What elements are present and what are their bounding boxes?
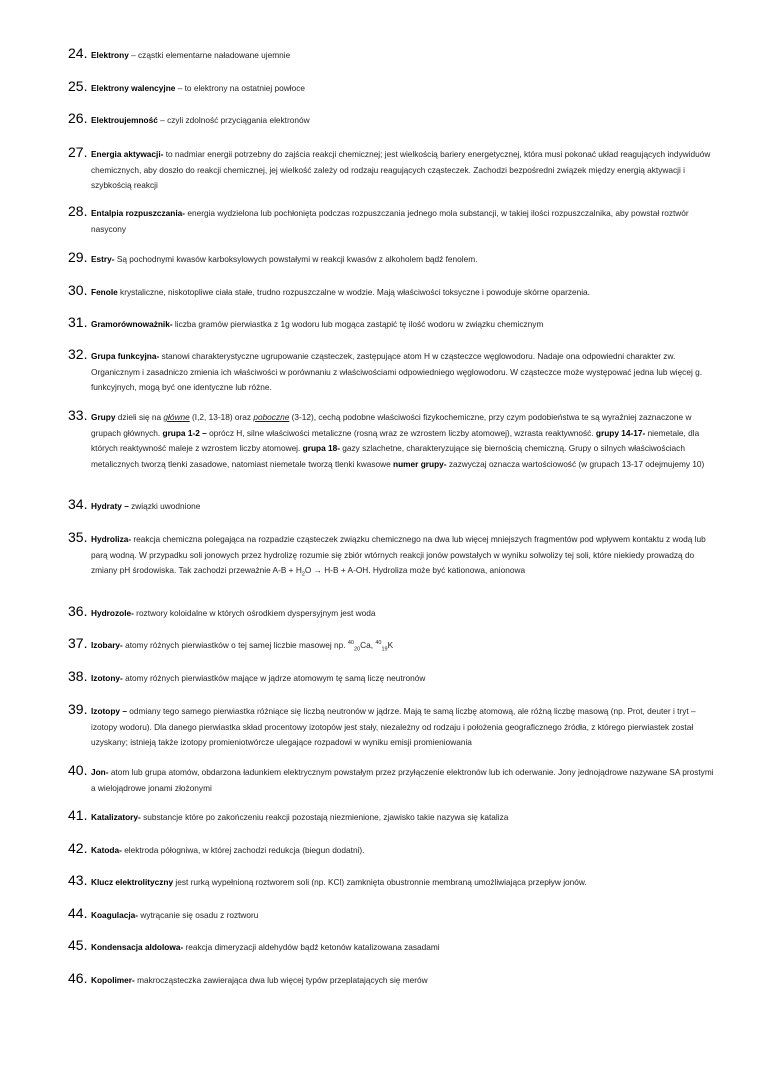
term: Izotony-: [91, 673, 123, 683]
item-text: [91, 940, 718, 956]
list-item: [68, 314, 718, 333]
list-item: [68, 144, 718, 194]
definition: liczba gramów pierwiastka z 1g wodoru lub mogąca zastąpić tę ilość wodoru w związku chemicznym: [172, 319, 544, 329]
item-number: 32.: [68, 346, 88, 362]
list-item: [68, 872, 718, 891]
item-text: [91, 206, 718, 237]
definition: stanowi charakterystyczne ugrupowanie cząsteczek, zastępujące atom H w cząsteczce węglowodoru. Nadaje ona odpowiedni charakter zw. Organicznym i zasadniczo zmienia ich właściwości w porównaniu z właściwościami odpowiedniego węglowodoru. W cząsteczce może występować jedna lub więcej g. funkcyjnych, mogą być one identyczne lub różne.: [91, 351, 703, 393]
definition: (I,2, 13-18) oraz: [189, 412, 254, 422]
list-item: [68, 840, 718, 859]
item-number: 30.: [68, 282, 88, 298]
item-number: 42.: [68, 840, 88, 856]
item-number: 41.: [68, 807, 88, 823]
definition: reakcja dimeryzacji aldehydów bądź ketonów katalizowana zasadami: [183, 942, 440, 952]
list-item: [68, 529, 718, 579]
term: Izobary-: [91, 640, 123, 650]
term: Katoda-: [91, 845, 122, 855]
list-item: [68, 635, 718, 654]
term: Kopolimer-: [91, 975, 135, 985]
item-text: [91, 532, 718, 579]
item-number: 31.: [68, 314, 88, 330]
definition: reakcja chemiczna polegająca na rozpadzie cząsteczek związku chemicznego na dwa lub więcej mniejszych fragmentów pod wpływem kontaktu z wodą lub parą wodną. W przypadku soli jonowych przez hydrolizę rozumie się zbiór wtórnych reakcji jonów powstałych w wyniku solwolizy tej soli, które niekiedy prowadzą do zmiany pH środowiska. Tak zachodzi przeważnie A-B + H: [91, 534, 706, 576]
list-item: [68, 407, 718, 472]
definition: gazy szlachetne, charakteryzujące się biernością chemiczną. Grupy o silnych właściwościach metalicznych tworzą tlenki zasadowe, natomiast niemetale tworzą tlenki kwasowe: [91, 443, 685, 469]
definition: O → H-B + A-OH. Hydroliza może być kationowa, anionowa: [304, 565, 526, 576]
subscript: 2: [301, 571, 305, 578]
definition: atomy różnych pierwiastków o tej samej liczbie masowej np.: [122, 640, 348, 650]
definition: dzieli się na: [115, 412, 164, 422]
list-item: [68, 282, 718, 301]
definition: atom lub grupa atomów, obdarzona ładunkiem elektrycznym powstałym przez przyłączenie elektronów lub ich oderwanie. Jony jednojądrowe nazywane SA prostymi a wielojądrowe jonami złożonymi: [91, 767, 714, 793]
term: Entalpia rozpuszczania-: [91, 208, 186, 218]
term: Jon-: [91, 767, 109, 777]
term: Grupy: [91, 412, 116, 422]
term: Koagulacja-: [91, 910, 139, 920]
group-label: grupa 18-: [302, 443, 340, 454]
item-text: [91, 810, 718, 826]
term: Klucz elektrolityczny: [91, 877, 174, 887]
definition: oprócz H, silne właściwości metaliczne (rosną wraz ze wzrostem liczby atomowej), wzrasta reaktywność.: [206, 427, 596, 438]
term: Hydraty –: [91, 501, 129, 511]
definition: energia wydzielona lub pochłonięta podczas rozpuszczania jednego mola substancji, w takiej ilości rozpuszczalnika, aby powstał roztwór nasycony: [91, 208, 689, 234]
term: Kondensacja aldolowa-: [91, 942, 184, 952]
term: Katalizatory-: [91, 812, 141, 822]
term: Elektrony: [91, 50, 129, 60]
item-number: 35.: [68, 529, 88, 545]
term: Fenole: [91, 287, 118, 297]
list-item: [68, 970, 718, 989]
item-text: [91, 113, 718, 129]
term: Elektroujemność: [91, 115, 158, 125]
definition: substancje które po zakończeniu reakcji pozostają niezmienione, zjawisko takie nazywa się kataliza: [140, 812, 509, 822]
group-label: numer grupy-: [393, 458, 447, 469]
definition: Są pochodnymi kwasów karboksylowych powstałymi w reakcji kwasów z alkoholem bądź fenolem.: [114, 254, 478, 264]
definition: – to elektrony na ostatniej powłoce: [175, 83, 305, 93]
definition: – czyli zdolność przyciągania elektronów: [157, 115, 310, 125]
mass-number: 40: [375, 640, 382, 647]
definition: makrocząsteczka zawierająca dwa lub więcej typów przeplatających się merów: [134, 975, 428, 985]
list-item: [68, 249, 718, 268]
item-number: 45.: [68, 937, 88, 953]
list-item: [68, 668, 718, 687]
definition: atomy różnych pierwiastków mające w jądrze atomowym tę samą liczę neutronów: [122, 673, 426, 683]
item-number: 46.: [68, 970, 88, 986]
list-item: [68, 937, 718, 956]
item-text: [91, 671, 718, 687]
list-item: [68, 905, 718, 924]
definition: – cząstki elementarne naładowane ujemnie: [128, 50, 291, 60]
definition: odmiany tego samego pierwiastka różniące się liczbą neutronów w jądrze. Mają te samą liczbę atomową, ale różną liczbę masową (np. Prot, deuter i tryt – izotopy wodoru). Dla danego pierwiastka skład procentowy izotopów jest stały, niezależny od rodzaju i położenia geograficznego źródła, z którego pierwiastek został uzyskany; istnieją także izotopy promieniotwórcze ulegające rozpadowi w wyniku emisji promieniowania: [91, 706, 696, 748]
list-item: [68, 346, 718, 396]
item-text: [91, 908, 718, 924]
item-number: 27.: [68, 144, 88, 160]
mass-number: 40: [347, 640, 354, 647]
item-number: 28.: [68, 203, 88, 219]
item-text: [91, 349, 718, 396]
definition: krystaliczne, niskotopliwe ciała stałe, trudno rozpuszczalne w wodzie. Mają właściwości toksyczne i powoduje skórne oparzenia.: [117, 287, 590, 297]
list-item: [68, 78, 718, 97]
list-item: [68, 110, 718, 129]
item-text: [91, 410, 718, 472]
item-number: 25.: [68, 78, 88, 94]
item-number: 44.: [68, 905, 88, 921]
list-item: [68, 45, 718, 64]
definition: elektroda półogniwa, w której zachodzi redukcja (biegun dodatni).: [121, 845, 365, 855]
group-label: grupa 1-2 –: [162, 427, 207, 438]
item-text: [91, 147, 718, 194]
item-text: [91, 973, 718, 989]
definition: niemetale, dla których reaktywność maleje z wzrostem liczby atomowej.: [91, 427, 700, 454]
term: Energia aktywacji-: [91, 149, 164, 159]
item-text: [91, 317, 718, 333]
atomic-number: 20: [353, 646, 361, 653]
element-symbol: K: [387, 640, 394, 650]
list-item: [68, 762, 718, 796]
definition: związki uwodnione: [128, 501, 201, 511]
item-number: 29.: [68, 249, 88, 265]
list-item: [68, 203, 718, 237]
term: Izotopy –: [91, 706, 127, 716]
definition: to nadmiar energii potrzebny do zajścia reakcji chemicznej; jest wielkością bariery energetycznej, która musi pokonać układ reagujących indywiduów chemicznych, aby doszło do reakcji chemicznej, jej wielkość zależy od rodzaju reagujących cząsteczek. Zachodzi bezpośredni związek między energią aktywacji i szybkością reakcji: [91, 149, 711, 191]
item-text: [91, 704, 718, 751]
item-number: 37.: [68, 635, 88, 651]
item-number: 39.: [68, 701, 88, 717]
atomic-number: 19: [381, 646, 388, 653]
definition: zazwyczaj oznacza wartościowość (w grupach 13-17 odejmujemy 10): [446, 458, 705, 469]
item-number: 43.: [68, 872, 88, 888]
item-text: [91, 252, 718, 268]
item-text: [91, 499, 718, 515]
item-number: 33.: [68, 407, 88, 423]
item-text: [91, 875, 718, 891]
item-text: [91, 81, 718, 97]
item-text: [91, 638, 718, 654]
item-text: [91, 285, 718, 301]
group-label: grupy 14-17-: [595, 427, 646, 438]
item-number: 36.: [68, 603, 88, 619]
main-groups-term: główne: [163, 412, 190, 422]
term: Hydroliza-: [91, 534, 132, 544]
item-text: [91, 765, 718, 796]
item-number: 24.: [68, 45, 88, 61]
definition: wytrącanie się osadu z roztworu: [138, 910, 259, 920]
item-number: 38.: [68, 668, 88, 684]
definition: jest rurką wypełnioną roztworem soli (np. KCl) zamknięta obustronnie membraną umożliwiająca przepływ jonów.: [173, 877, 587, 887]
list-item: [68, 496, 718, 515]
list-item: [68, 603, 718, 622]
element-symbol: Ca,: [360, 640, 376, 650]
item-number: 34.: [68, 496, 88, 512]
list-item: [68, 701, 718, 751]
term: Estry-: [91, 254, 115, 264]
item-number: 26.: [68, 110, 88, 126]
term: Gramorównoważnik-: [91, 319, 173, 329]
list-item: [68, 807, 718, 826]
item-text: [91, 843, 718, 859]
term: Grupa funkcyjna-: [91, 351, 160, 361]
definition: roztwory koloidalne w których ośrodkiem dyspersyjnym jest woda: [133, 608, 376, 618]
item-text: [91, 48, 718, 64]
item-text: [91, 606, 718, 622]
term: Hydrozole-: [91, 608, 134, 618]
item-number: 40.: [68, 762, 88, 778]
side-groups-term: poboczne: [253, 412, 290, 422]
definition: (3-12), cechą podobne właściwości fizykochemiczne, przy czym podobieństwa te są wyraźniej zaznaczone w grupach głównych.: [91, 412, 692, 438]
term: Elektrony walencyjne: [91, 83, 176, 93]
